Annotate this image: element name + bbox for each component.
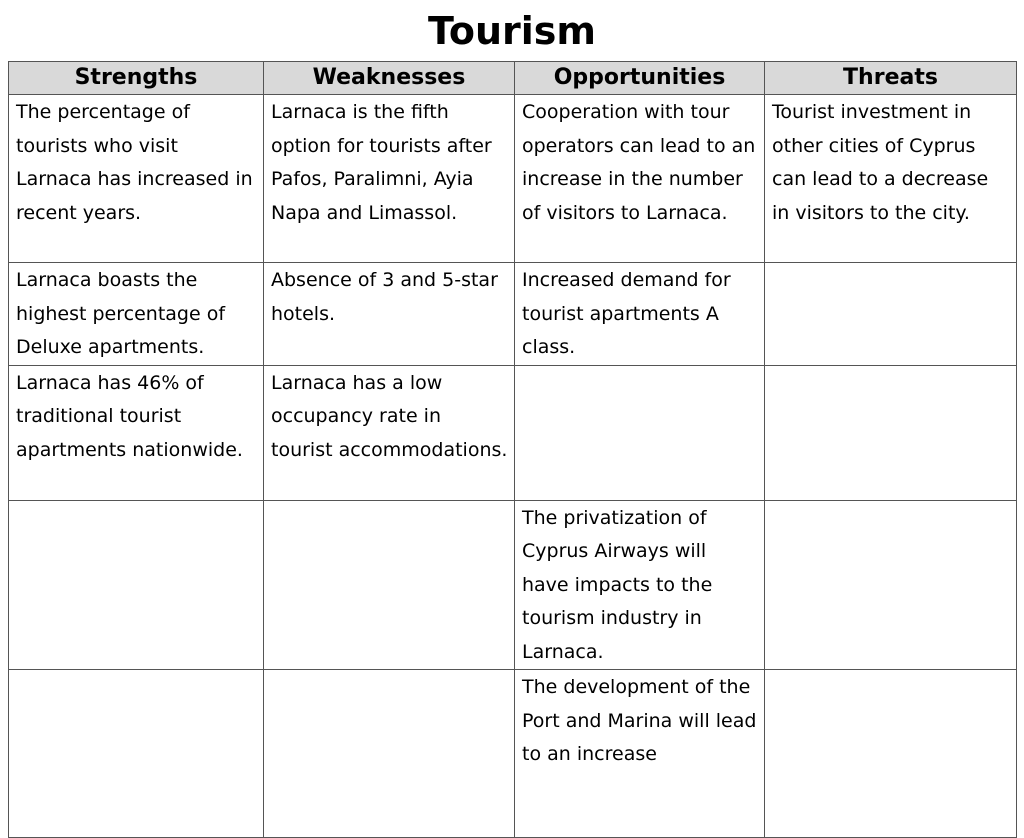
cell-opportunity [515,365,765,500]
cell-weakness: Absence of 3 and 5-star hotels. [264,263,515,366]
cell-weakness: Larnaca is the fifth option for tourists after Pafos, Paralimni, Ayia Napa and Limassol. [264,95,515,263]
cell-opportunity: The development of the Port and Marina will lead to an increase [515,670,765,838]
table-row [9,500,1017,670]
header-threats: Threats [765,62,1017,95]
swot-table [8,61,1017,838]
cell-strength: Larnaca boasts the highest percentage of Deluxe apartments. [9,263,264,366]
table-row [9,263,1017,366]
header-strengths: Strengths [9,62,264,95]
cell-opportunity: The privatization of Cyprus Airways will have impacts to the tourism industry in Larnaca. [515,500,765,670]
header-weaknesses: Weaknesses [264,62,515,95]
cell-threat [765,365,1017,500]
cell-weakness [264,500,515,670]
cell-threat [765,500,1017,670]
cell-opportunity: Cooperation with tour operators can lead to an increase in the number of visitors to Larnaca. [515,95,765,263]
table-row [9,670,1017,838]
header-opportunities: Opportunities [515,62,765,95]
cell-strength [9,670,264,838]
cell-strength: The percentage of tourists who visit Larnaca has increased in recent years. [9,95,264,263]
cell-threat [765,263,1017,366]
page-title: Tourism [427,9,596,53]
cell-opportunity: Increased demand for tourist apartments A class. [515,263,765,366]
cell-weakness [264,670,515,838]
cell-strength: Larnaca has 46% of traditional tourist apartments nationwide. [9,365,264,500]
cell-strength [9,500,264,670]
table-header-row [9,62,1017,95]
cell-threat [765,670,1017,838]
cell-threat: Tourist investment in other cities of Cyprus can lead to a decrease in visitors to the city. [765,95,1017,263]
table-row [9,95,1017,263]
cell-weakness: Larnaca has a low occupancy rate in tourist accommodations. [264,365,515,500]
table-row [9,365,1017,500]
